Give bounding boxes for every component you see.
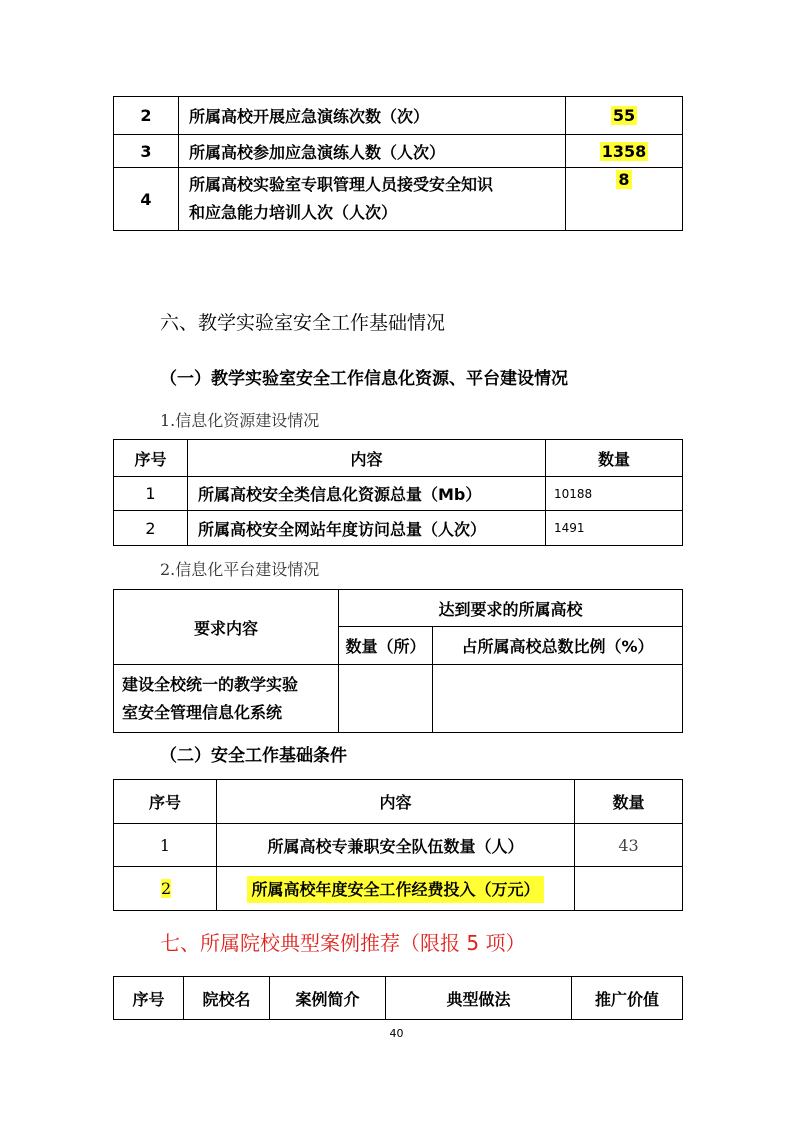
header-no: 序号 (114, 440, 188, 477)
table-row (114, 477, 683, 511)
header-no: 序号 (114, 780, 217, 824)
header-group: 达到要求的所属高校 (339, 590, 683, 627)
section6-title: 六、教学实验室安全工作基础情况 (160, 312, 446, 334)
info-resources-table (113, 439, 683, 546)
header-ratio: 占所属高校总数比例（%） (433, 627, 683, 665)
header-value: 推广价值 (572, 977, 683, 1020)
top-stats-table (113, 96, 683, 231)
table-row (114, 665, 683, 733)
row-number: 3 (114, 135, 179, 168)
info-platform-table (113, 589, 683, 733)
row-number: 4 (114, 168, 179, 231)
table-header-row (114, 780, 683, 824)
row-value: 1358 (601, 141, 647, 161)
row-content (114, 665, 339, 733)
content-line: 室安全管理信息化系统 (122, 702, 283, 722)
section6-item1: 1.信息化资源建设情况 (160, 411, 320, 430)
header-practice: 典型做法 (386, 977, 572, 1020)
table-row (114, 867, 683, 911)
section6-sub2: （二）安全工作基础条件 (160, 746, 347, 766)
row-value (575, 867, 683, 911)
header-no: 序号 (114, 977, 184, 1020)
row-content (179, 168, 566, 231)
table-row (114, 97, 683, 135)
header-value: 数量 (546, 440, 683, 477)
section6-item2: 2.信息化平台建设情况 (160, 560, 320, 579)
row-content: 所属高校年度安全工作经费投入（万元） (247, 876, 543, 903)
row-ratio (433, 665, 683, 733)
section6-sub1: （一）教学实验室安全工作信息化资源、平台建设情况 (160, 369, 568, 389)
row-value: 43 (575, 824, 683, 867)
row-content: 所属高校参加应急演练人数（人次） (179, 135, 566, 168)
page-number: 40 (389, 1027, 404, 1040)
header-content: 内容 (188, 440, 546, 477)
safety-conditions-table (113, 779, 683, 911)
table-header-row (114, 590, 683, 627)
row-content: 所属高校安全网站年度访问总量（人次） (188, 511, 546, 546)
header-content: 内容 (217, 780, 575, 824)
row-number: 1 (114, 824, 217, 867)
header-count: 数量（所） (339, 627, 433, 665)
row-content: 所属高校安全类信息化资源总量（Mb） (188, 477, 546, 511)
row-number: 1 (114, 477, 188, 511)
row-content: 所属高校专兼职安全队伍数量（人） (217, 824, 575, 867)
table-row (114, 135, 683, 168)
row-value: 8 (618, 170, 630, 189)
table-row (114, 824, 683, 867)
content-line: 建设全校统一的教学实验 (122, 674, 299, 694)
table-row (114, 511, 683, 546)
header-requirement: 要求内容 (114, 590, 339, 665)
row-number: 2 (114, 511, 188, 546)
header-case-intro: 案例简介 (270, 977, 386, 1020)
header-value: 数量 (575, 780, 683, 824)
row-value: 10188 (546, 477, 683, 511)
row-content: 所属高校开展应急演练次数（次） (179, 97, 566, 135)
row-value: 1491 (546, 511, 683, 546)
row-count (339, 665, 433, 733)
table-header-row (114, 977, 683, 1020)
row-number: 2 (161, 879, 172, 898)
table-header-row (114, 440, 683, 477)
row-value: 55 (612, 106, 636, 125)
case-recommendation-table (113, 976, 683, 1020)
section7-title: 七、所属院校典型案例推荐（限报 5 项） (160, 931, 526, 955)
table-row (114, 168, 683, 231)
content-line: 和应急能力培训人次（人次） (189, 203, 398, 222)
content-line: 所属高校实验室专职管理人员接受安全知识 (189, 175, 494, 194)
header-school: 院校名 (184, 977, 270, 1020)
row-number: 2 (114, 97, 179, 135)
